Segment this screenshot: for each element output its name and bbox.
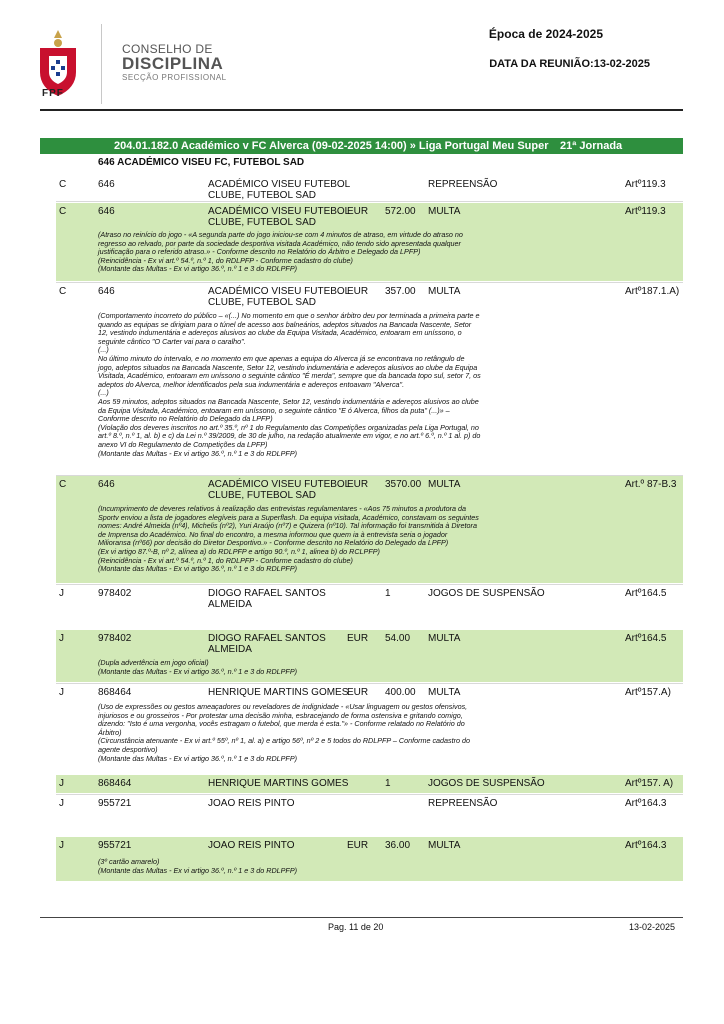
row-id: 978402 bbox=[98, 588, 132, 599]
row-id: 646 bbox=[98, 206, 115, 217]
row-article: Artº164.5 bbox=[625, 588, 667, 599]
seccao-label: SECÇÃO PROFISSIONAL bbox=[122, 73, 227, 82]
row-amount: 54.00 bbox=[385, 633, 411, 644]
page-number: Pag. 11 de 20 bbox=[328, 922, 384, 932]
row-amount: 36.00 bbox=[385, 840, 411, 851]
header-divider bbox=[101, 24, 102, 104]
row-id: 978402 bbox=[98, 633, 132, 644]
row-name: HENRIQUE MARTINS GOMES bbox=[208, 687, 349, 698]
table-row bbox=[56, 585, 683, 625]
row-article: Artº164.3 bbox=[625, 798, 667, 809]
row-currency: EUR bbox=[347, 840, 369, 851]
row-amount: 357.00 bbox=[385, 286, 416, 297]
row-category: J bbox=[59, 687, 64, 698]
row-sanction-type: MULTA bbox=[428, 479, 461, 490]
row-description: (Dupla advertência em jogo oficial) (Montante das Multas - Ex vi artigo 36.º, n.º 1 e 3 do RDLPFP) bbox=[98, 658, 298, 676]
season-label: Época de 2024-2025 bbox=[488, 27, 603, 41]
row-divider bbox=[56, 683, 683, 684]
row-sanction-type: REPREENSÃO bbox=[428, 798, 498, 809]
row-sanction-type: MULTA bbox=[428, 633, 461, 644]
table-row bbox=[56, 837, 683, 881]
table-row bbox=[56, 684, 683, 773]
table-row bbox=[56, 795, 683, 833]
row-article: Artº119.3 bbox=[625, 179, 666, 190]
row-amount: 400.00 bbox=[385, 687, 416, 698]
row-category: C bbox=[59, 479, 67, 490]
row-name: JOAO REIS PINTO bbox=[208, 840, 295, 851]
row-sanction-type: REPREENSÃO bbox=[428, 179, 498, 190]
conselho-label: CONSELHO DE bbox=[122, 42, 213, 56]
row-description: (3º cartão amarelo) (Montante das Multas - Ex vi artigo 36.º, n.º 1 e 3 do RDLPFP) bbox=[98, 857, 298, 875]
row-article: Artº164.5 bbox=[625, 633, 667, 644]
row-category: C bbox=[59, 179, 67, 190]
row-currency: EUR bbox=[347, 633, 369, 644]
row-amount: 1 bbox=[385, 588, 391, 599]
row-description: (Atraso no reinício do jogo - «A segunda parte do jogo iniciou-se com 4 minutos de atraso, em virtude do atraso no regresso ao relvado, por parte da sociedade desportiva visitada Académico, não tendo sido apresentada qualquer justificação para o referido atraso.» - Conforme descrito no Relatório do Árbitro e Delegado da LPFP) (Reincidência - Ex vi art.º 54.º, n.º 1, do RDLPFP - Conforme cadastro do clube) (Montante das Multas - Ex vi artigo 36.º, n.º 1 e 3 do RDLPFP) bbox=[98, 230, 463, 274]
row-currency: EUR bbox=[347, 286, 369, 297]
row-description: (Incumprimento de deveres relativos à realização das entrevistas regulamentares - «Aos 75 minutos a produtora da Sportv enviou a lista de jogadores elegíveis para a Superflash. Da equipa visitada, Académico, constavam os seguintes nomes: André Almeida (nº4), Michelis (nº2), Yuri Araújo (nº7) e Quizera (nº10). Tal informação foi transmitida à Diretora de Imprensa do Académico. No final do encontro, a mesma informou que quem ia à entrevista seria o jogador Milioransa (nº66) por decisão do Diretor Desportivo.» - Conforme descrito no Relatório do Delegado da LPFP) (Ex vi artigo 87.º-B, nº 2, alínea a) do RDLPFP e artigo 90.º, n.º 1, alinea b) do RCLPFP) (Reincidência - Ex vi art.º 54.º, n.º 1, do RDLPFP - Conforme cadastro do clube) (Montante das Multas - Ex vi artigo 36.º, n.º 1 e 3 do RDLPFP) bbox=[98, 504, 479, 574]
table-row bbox=[56, 203, 683, 281]
row-sanction-type: JOGOS DE SUSPENSÃO bbox=[428, 778, 545, 789]
row-amount: 3570.00 bbox=[385, 479, 422, 490]
row-id: 868464 bbox=[98, 778, 132, 789]
row-description: (Comportamento incorreto do público – «(...) No momento em que o senhor árbitro deu por terminada a primeira parte e quando as equipas se dirigiam para o túnel de acesso aos balneários, adeptos situados na Bancada Nascente, Setor 12, vestindo indumentária e adereços alusivos ao clube da Equipa Visitada, Académico, entoaram em uníssono, o seguinte cântico "O Carter vai para o caralho". (...) No último minuto do intervalo, e no momento em que apenas a equipa do Alverca já se encontrava no retângulo de jogo, adeptos situados na Bancada Nascente, Setor 12, vestindo indumentária e adereços alusivos ao clube da Equipa Visitada, Académico, entoaram em uníssono o seguinte cântico "É merda", sempre que da bancada topo sul, setor 7, os adeptos do Alverca, melhor identificados pela sua indumentária e adereços entoavam "Alverca". (...) Aos 59 minutos, adeptos situados na Bancada Nascente, Setor 12, vestindo indumentária e adereços alusivos ao clube da Equipa Visitada, Académico, entoaram em uníssono, o seguinte cântico "E ó Alverca, filhos da puta" (...)» – Conforme descrito no Relatório do Delegado da LPFP) (Violação dos deveres inscritos no art.º 35.º, nº 1 do Regulamento das Competições organizadas pela Liga Portugal, no art.º 8.º, n.º 1, al. b) e c) da Lei n.º 39/2009, de 30 de julho, na redação atualmente em vigor, e no art.º 6.º, n.º 1 al. p) do anexo VI do Regulamento de Competições da LPFP) (Montante das Multas - Ex vi artigo 36.º, n.º 1 e 3 do RDLPFP) bbox=[98, 311, 481, 458]
row-category: C bbox=[59, 206, 67, 217]
row-divider bbox=[56, 584, 683, 585]
table-row bbox=[56, 176, 683, 200]
footer-date: 13-02-2025 bbox=[629, 922, 676, 932]
row-article: Artº157. A) bbox=[625, 778, 674, 789]
row-amount: 1 bbox=[385, 778, 391, 789]
row-id: 955721 bbox=[98, 840, 132, 851]
club-heading: 646 ACADÉMICO VISEU FC, FUTEBOL SAD bbox=[98, 157, 305, 168]
row-sanction-type: MULTA bbox=[428, 840, 461, 851]
row-sanction-type: MULTA bbox=[428, 687, 461, 698]
row-category: J bbox=[59, 633, 64, 644]
row-id: 868464 bbox=[98, 687, 132, 698]
row-name: ACADÉMICO VISEU FUTEBOL CLUBE, FUTEBOL SAD bbox=[208, 286, 350, 308]
row-divider bbox=[56, 201, 683, 202]
table-row bbox=[56, 775, 683, 793]
row-divider bbox=[56, 475, 683, 476]
row-description: (Uso de expressões ou gestos ameaçadores ou reveladores de indignidade - «Usar linguagem ou gestos ofensivos, injuriosos e ou grosseiros - Por protestar uma decisão minha, esbracejando de forma ostensiva e gritando comigo, dizendo: "Isto é uma vergonha, vocês estragam o futebol, que merda é esta."» - Conforme relatado no Relatório do Árbitro) (Circunstância atenuante - Ex vi art.º 55º, nº 1, al. a) e artigo 56º, nº 2 e 5 todos do RDLPFP – Conforme cadastro do agente desportivo) (Montante das Multas - Ex vi artigo 36.º, n.º 1 e 3 do RDLPFP) bbox=[98, 702, 471, 763]
fpf-logo-text: FPF bbox=[42, 88, 64, 99]
row-id: 955721 bbox=[98, 798, 132, 809]
row-name: JOAO REIS PINTO bbox=[208, 798, 295, 809]
row-divider bbox=[56, 282, 683, 283]
row-name: DIOGO RAFAEL SANTOS ALMEIDA bbox=[208, 633, 326, 655]
row-id: 646 bbox=[98, 286, 115, 297]
table-row bbox=[56, 630, 683, 682]
row-sanction-type: MULTA bbox=[428, 206, 461, 217]
row-article: Artº187.1.A) bbox=[625, 286, 680, 297]
row-name: ACADÉMICO VISEU FUTEBOL CLUBE, FUTEBOL SAD bbox=[208, 206, 350, 228]
row-name: ACADÉMICO VISEU FUTEBOL CLUBE, FUTEBOL SAD bbox=[208, 479, 350, 501]
row-article: Artº157.A) bbox=[625, 687, 671, 698]
row-sanction-type: MULTA bbox=[428, 286, 461, 297]
row-name: DIOGO RAFAEL SANTOS ALMEIDA bbox=[208, 588, 326, 610]
row-name: ACADÉMICO VISEU FUTEBOL CLUBE, FUTEBOL SAD bbox=[208, 179, 350, 201]
row-article: Art.º 87-B.3 bbox=[625, 479, 677, 490]
row-id: 646 bbox=[98, 479, 115, 490]
row-category: C bbox=[59, 286, 67, 297]
table-row bbox=[56, 476, 683, 583]
row-category: J bbox=[59, 798, 64, 809]
row-category: J bbox=[59, 778, 64, 789]
row-category: J bbox=[59, 840, 64, 851]
header-rule bbox=[40, 109, 683, 111]
disciplina-label: DISCIPLINA bbox=[122, 54, 224, 73]
match-title: 204.01.182.0 Académico v FC Alverca (09-02-2025 14:00) » Liga Portugal Meu Super bbox=[114, 140, 549, 152]
row-category: J bbox=[59, 588, 64, 599]
table-row bbox=[56, 283, 683, 474]
row-name: HENRIQUE MARTINS GOMES bbox=[208, 778, 349, 789]
row-sanction-type: JOGOS DE SUSPENSÃO bbox=[428, 588, 545, 599]
match-jornada: 21ª Jornada bbox=[560, 140, 623, 152]
row-currency: EUR bbox=[347, 687, 369, 698]
row-divider bbox=[56, 794, 683, 795]
row-amount: 572.00 bbox=[385, 206, 416, 217]
match-bar bbox=[40, 138, 683, 154]
meeting-date: DATA DA REUNIÃO:13-02-2025 bbox=[489, 58, 650, 70]
row-id: 646 bbox=[98, 179, 115, 190]
row-currency: EUR bbox=[347, 206, 369, 217]
footer-rule bbox=[40, 917, 683, 918]
row-article: Artº119.3 bbox=[625, 206, 666, 217]
row-article: Artº164.3 bbox=[625, 840, 667, 851]
page-header bbox=[0, 0, 724, 112]
row-currency: EUR bbox=[347, 479, 369, 490]
